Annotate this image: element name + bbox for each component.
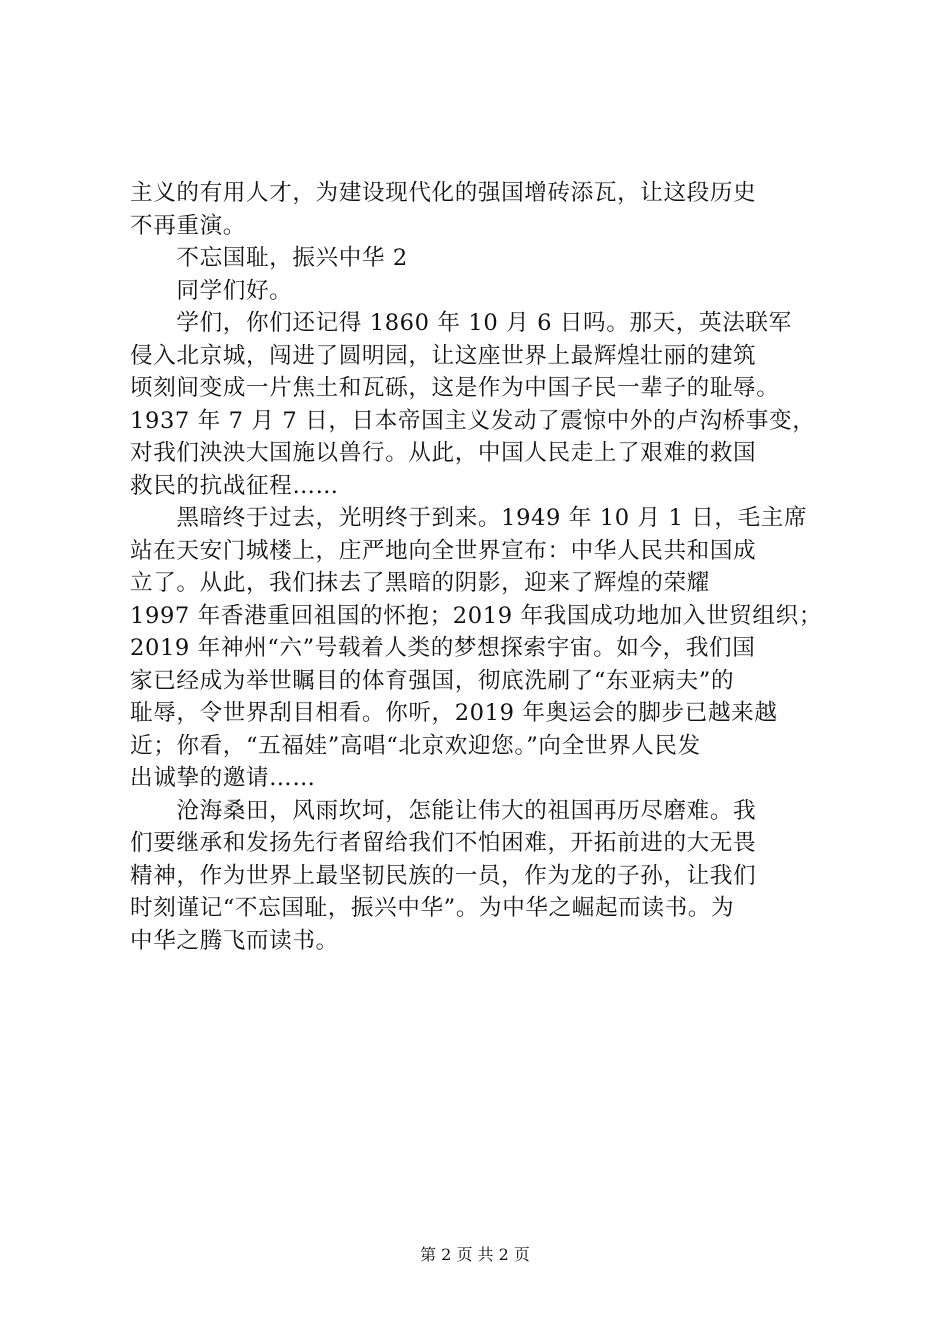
text-line: 对我们泱泱大国施以兽行。从此，中国人民走上了艰难的救国 bbox=[130, 440, 757, 466]
text-line: 出诚挚的邀请…… bbox=[130, 765, 316, 791]
text-line: 侵入北京城，闯进了圆明园，让这座世界上最辉煌壮丽的建筑 bbox=[130, 342, 757, 369]
text-line: 救民的抗战征程…… bbox=[130, 472, 339, 499]
text-line: 精神，作为世界上最坚韧民族的一员，作为龙的子孙，让我们 bbox=[130, 862, 757, 889]
text-line: 主义的有用人才，为建设现代化的强国增砖添瓦，让这段历史 bbox=[130, 180, 757, 206]
text-line: 2019 年神州“六”号载着人类的梦想探索宇宙。如今，我们国 bbox=[130, 635, 756, 661]
text-line: 沧海桑田，风雨坎坷，怎能让伟大的祖国再历尽磨难。我 bbox=[130, 797, 757, 824]
text-line: 们要继承和发扬先行者留给我们不怕困难，开拓前进的大无畏 bbox=[130, 830, 757, 856]
text-line: 学们，你们还记得 1860 年 10 月 6 日吗。那天，英法联军 bbox=[130, 310, 792, 336]
text-line: 近；你看，“五福娃”高唱“北京欢迎您。”向全世界人民发 bbox=[130, 732, 701, 759]
text-line: 中华之腾飞而读书。 bbox=[130, 927, 339, 954]
text-line: 时刻谨记“不忘国耻，振兴中华”。为中华之崛起而读书。为 bbox=[130, 895, 735, 921]
text-line: 顷刻间变成一片焦土和瓦砾，这是作为中国子民一辈子的耻辱。 bbox=[130, 375, 780, 401]
text-line: 站在天安门城楼上，庄严地向全世界宣布：中华人民共和国成 bbox=[130, 537, 757, 564]
text-line: 不再重演。 bbox=[130, 212, 246, 239]
section-title: 不忘国耻，振兴中华 2 bbox=[130, 245, 408, 271]
text-line: 1937 年 7 月 7 日，日本帝国主义发动了震惊中外的卢沟桥事变， bbox=[130, 407, 816, 434]
page-number-footer: 第 2 页 共 2 页 bbox=[420, 1245, 530, 1264]
document-body bbox=[130, 177, 835, 957]
text-line: 黑暗终于过去，光明终于到来。1949 年 10 月 1 日，毛主席 bbox=[130, 505, 808, 531]
text-line: 立了。从此，我们抹去了黑暗的阴影，迎来了辉煌的荣耀 bbox=[130, 570, 710, 596]
text-line: 家已经成为举世瞩目的体育强国，彻底洗刷了“东亚病夫”的 bbox=[130, 667, 735, 694]
text-line: 耻辱，令世界刮目相看。你听，2019 年奥运会的脚步已越来越 bbox=[130, 700, 778, 726]
text-line: 1997 年香港重回祖国的怀抱；2019 年我国成功地加入世贸组织； bbox=[130, 602, 823, 629]
greeting-line: 同学们好。 bbox=[130, 277, 293, 304]
